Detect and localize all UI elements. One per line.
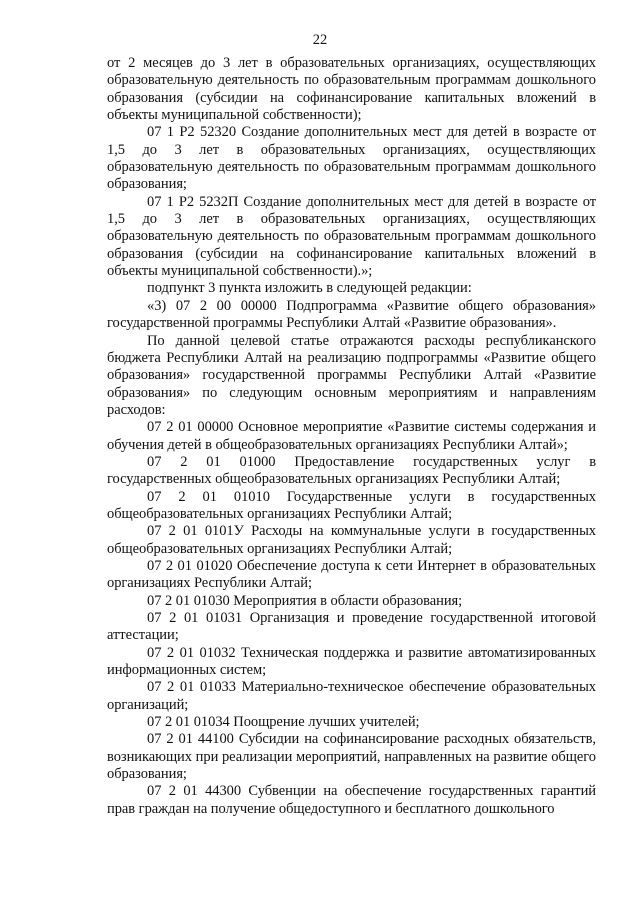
paragraph-07-2-01-00000: 07 2 01 00000 Основное мероприятие «Развитие системы содержания и обучения детей в общеобразовательных организациях Республики Алтай»; [107, 419, 596, 453]
paragraph-07-2-01-44300: 07 2 01 44300 Субвенции на обеспечение государственных гарантий прав граждан на получение общедоступного и бесплатного дошкольного [107, 783, 596, 817]
page-number: 22 [312, 32, 328, 48]
paragraph-continuation: от 2 месяцев до 3 лет в образовательных организациях, осуществляющих образовательную деятельность по образовательным программам дошкольного образования (субсидии на софинансирование капитальных вложений в объекты муниципальной собственности); [107, 55, 596, 124]
paragraph-07-2-01-01031: 07 2 01 01031 Организация и проведение государственной итоговой аттестации; [107, 610, 596, 644]
paragraph-description: По данной целевой статье отражаются расходы республиканского бюджета Республики Алтай на реализацию подпрограммы «Развитие общего образования» государственной программы Республики Алтай «Развитие образования» по следующим основным мероприятиям и направлениям расходов: [107, 332, 596, 418]
paragraph-07-2-01-01030: 07 2 01 01030 Мероприятия в области образования; [147, 592, 463, 609]
paragraph-07-1-p2-52320: 07 1 P2 52320 Создание дополнительных мест для детей в возрасте от 1,5 до 3 лет в образовательных организациях, осуществляющих образовательную деятельность по образовательным программам дошкольного образования; [107, 124, 596, 193]
paragraph-07-2-01-01033: 07 2 01 01033 Материально-техническое обеспечение образовательных организаций; [107, 679, 596, 713]
paragraph-07-2-01-01010: 07 2 01 01010 Государственные услуги в государственных общеобразовательных организациях Республики Алтай; [107, 488, 596, 522]
paragraph-07-2-01-01000: 07 2 01 01000 Предоставление государственных услуг в государственных общеобразовательных организациях Республики Алтай; [107, 453, 596, 488]
paragraph-07-2-01-0101u: 07 2 01 0101У Расходы на коммунальные услуги в государственных общеобразовательных организациях Республики Алтай; [107, 523, 596, 557]
paragraph-07-2-00-00000: «3) 07 2 00 00000 Подпрограмма «Развитие общего образования» государственной программы Республики Алтай «Развитие образования». [107, 297, 596, 332]
paragraph-07-2-01-01034: 07 2 01 01034 Поощрение лучших учителей; [147, 714, 420, 731]
paragraph-subpoint-3: подпункт 3 пункта изложить в следующей редакции: [147, 280, 472, 297]
paragraph-07-2-01-01032: 07 2 01 01032 Техническая поддержка и развитие автоматизированных информационных систем; [107, 644, 596, 679]
paragraph-07-2-01-01020: 07 2 01 01020 Обеспечение доступа к сети Интернет в образовательных организациях Республики Алтай; [107, 557, 596, 592]
paragraph-07-2-01-44100: 07 2 01 44100 Субсидии на софинансирование расходных обязательств, возникающих при реализации мероприятий, направленных на развитие общего образования; [107, 731, 596, 783]
document-body [107, 55, 596, 818]
paragraph-07-1-p2-5232p: 07 1 P2 5232П Создание дополнительных мест для детей в возрасте от 1,5 до 3 лет в образовательных организациях, осуществляющих образовательную деятельность по образовательным программам дошкольного образования (субсидии на софинансирование капитальных вложений в объекты муниципальной собственности).»; [107, 193, 596, 280]
